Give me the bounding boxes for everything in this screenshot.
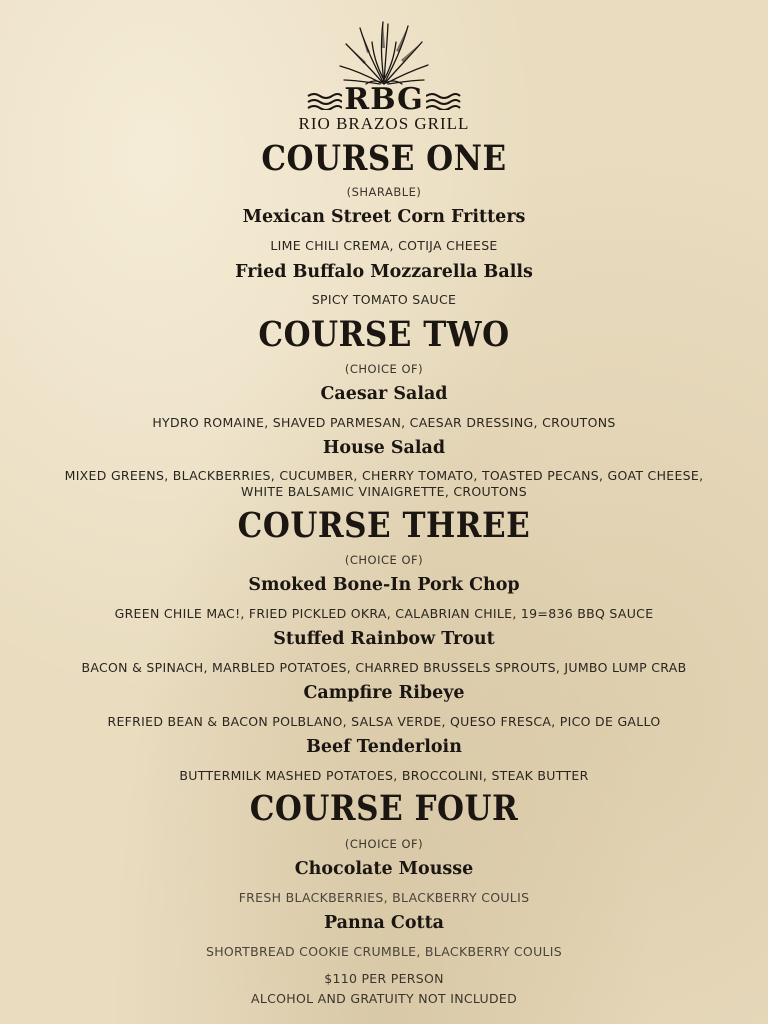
logo-mark-row: [0, 84, 768, 116]
course-four-note: (CHOICE OF): [344, 837, 424, 851]
dish-name: Mexican Street Corn Fritters: [242, 207, 526, 227]
waves-left-icon: [306, 90, 342, 110]
dish-description: SPICY TOMATO SAUCE: [311, 292, 457, 307]
dish-name: Caesar Salad: [320, 384, 448, 404]
waves-right-icon: [426, 90, 462, 110]
course-two-note: (CHOICE OF): [344, 362, 424, 376]
dish-description: BUTTERMILK MASHED POTATOES, BROCCOLINI, STEAK BUTTER: [179, 768, 589, 783]
dish-name: Smoked Bone-In Pork Chop: [248, 575, 520, 595]
course-three-note: (CHOICE OF): [344, 553, 424, 567]
dish-name: Chocolate Mousse: [294, 859, 474, 879]
restaurant-logo: [0, 18, 768, 133]
logo-mark-text: RBG: [344, 82, 424, 117]
disclaimer-text: ALCOHOL AND GRATUITY NOT INCLUDED: [250, 991, 518, 1006]
dish-name: Panna Cotta: [323, 913, 444, 933]
course-four-title: COURSE FOUR: [249, 788, 519, 830]
dish-description-continued: WHITE BALSAMIC VINAIGRETTE, CROUTONS: [241, 484, 527, 499]
course-two-title: COURSE TWO: [258, 314, 510, 356]
dish-name: House Salad: [322, 438, 446, 458]
dish-description: LIME CHILI CREMA, COTIJA CHEESE: [270, 238, 498, 253]
dish-name: Fried Buffalo Mozzarella Balls: [235, 262, 533, 282]
course-one-note: (SHARABLE): [346, 185, 422, 199]
dish-description: BACON & SPINACH, MARBLED POTATOES, CHARRED BRUSSELS SPROUTS, JUMBO LUMP CRAB: [81, 660, 687, 675]
dish-description: SHORTBREAD COOKIE CRUMBLE, BLACKBERRY COULIS: [205, 944, 563, 959]
dish-description: FRESH BLACKBERRIES, BLACKBERRY COULIS: [238, 890, 530, 905]
price-text: $110 PER PERSON: [324, 971, 444, 986]
dish-description: REFRIED BEAN & BACON POLBLANO, SALSA VERDE, QUESO FRESCA, PICO DE GALLO: [107, 714, 661, 729]
dish-description: MIXED GREENS, BLACKBERRIES, CUCUMBER, CHERRY TOMATO, TOASTED PECANS, GOAT CHEESE,: [64, 468, 704, 483]
dish-name: Campfire Ribeye: [303, 683, 465, 703]
agave-icon: [336, 18, 432, 86]
course-one-title: COURSE ONE: [261, 138, 507, 180]
dish-name: Beef Tenderloin: [306, 737, 462, 757]
dish-description: GREEN CHILE MAC!, FRIED PICKLED OKRA, CALABRIAN CHILE, 19=836 BBQ SAUCE: [114, 606, 654, 621]
dish-name: Stuffed Rainbow Trout: [273, 629, 495, 649]
dish-description: HYDRO ROMAINE, SHAVED PARMESAN, CAESAR DRESSING, CROUTONS: [152, 415, 616, 430]
restaurant-name: RIO BRAZOS GRILL: [298, 114, 470, 133]
course-three-title: COURSE THREE: [237, 505, 531, 547]
